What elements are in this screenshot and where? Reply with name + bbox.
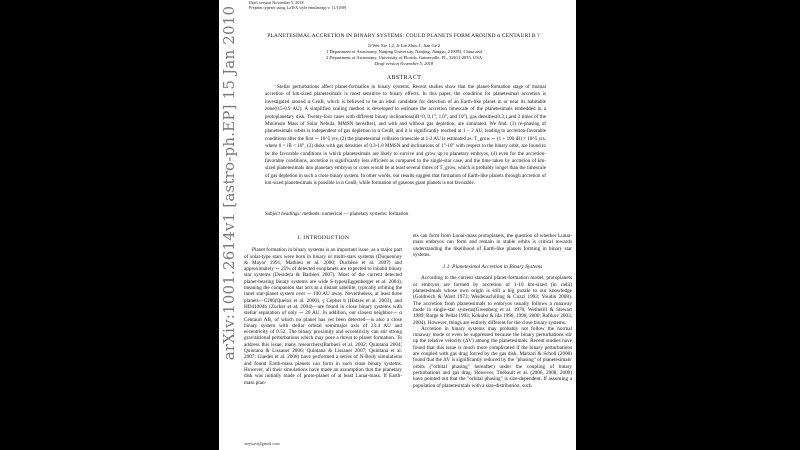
authors: Ji-Wei Xie 1,2, Ji-Lin Zhou 1, Jian Ge 2 — [367, 43, 441, 48]
subject-headings — [265, 211, 546, 218]
intro-paragraph: Planet formation in binary systems is an important issue, as a major part of solar-type stars were born in binary or multi-stars systems (Duquennoy & Mayor 1991; Mathieu et al. 2000; Duchêne et al. 2007) and approximately ∼ 25% of detected exoplanets are expected to inhabit binary star systems (Desidera & Barbieri 2007). Most of the current detected planet-bearing binary systems are wide S-types(Eggenberger et al. 2004), meaning the companion star acts as a distant satellite, typically orbiting the inner star-planet system over ∼ 100 AU away. Nevertheless, at least three planets—GJ86(Queloz et al. 2000), γ Cephei b (Hatzes et al. 2003), and HD41004b (Zucker et al. 2004)—are found in close binary systems with stellar separation of only ∼ 20 AU. In addition, our closest neighbor— α Centauri AB, of which no planet has yet been detected—is also a close binary system with stellar orbital semimajor axis of 23.4 AU and eccentricity of 0.52. The binary proximity and eccentricity can stir strong gravitational perturbations which may pose a threat to planet formation. To address this issue, many researchers(Barbieri et al. 2002; Quintana 2004; Quintana & Lissauer 2006; Quintana & Lissauer 2007; Quintana et al. 2007; Guedes et al. 2008) have performed a series of N-Body simulations and found Earth-mass planets can form in such close binary systems. However, all their simulations have made an assumption that the planetary disk was initially made of proto-planet of at least Lunar-mass. If Earth-mass plan- — [244, 247, 402, 386]
right-column — [413, 233, 572, 389]
subsection-heading: 1.1. Planetesimal Accretion in Binary Systems — [442, 264, 543, 271]
left-column — [244, 235, 402, 386]
affiliation-1: 1 Department of Astronomy, Nanjing University, Nanjing, Jiangsu, 210093, China and — [326, 49, 482, 54]
footnote-email: xiejwast@gmail.com — [244, 441, 280, 446]
abstract-heading: ABSTRACT — [386, 75, 422, 81]
subject-label: Subject headings: — [265, 211, 302, 217]
paper-page — [219, 0, 576, 450]
affiliation-2: 2 Department of Astronomy, University of Florida, Gainesville, FL, 32611-2055, USA — [326, 55, 482, 60]
draft-date: Draft version November 5, 2018 — [374, 61, 434, 66]
author-block — [239, 43, 569, 67]
paper-title: PLANETESIMAL ACCRETION IN BINARY SYSTEMS: COULD PLANETS FORM AROUND α CENTAURI B ? — [267, 33, 540, 39]
paragraph: According to the current standard planet-formation model, protoplanets or embryos are formed by accretion of 1-10 km-sized (in radii) planetesimals whose own origin is still a big puzzle to our knowledge (Goldreich & Ward 1973; Weidenschilling & Cuzzi 1993; Youdin 2008). The accretion from planetesimals to embryos usually follows a runaway mode in single-star systems(Greenberg et al. 1978; Wetherill & Stewart 1989; Barge & Pellat 1993; Kokubo & Ida 1996, 1998, 2000; Rafikov 2003, 2004). However, things are entirely different for the close binary systems. — [413, 275, 572, 326]
paragraph-continued: ets can form from Lunar-mass protoplanets, the question of whether Lunar-mass embryos can form and remain in stable orbits is critical towards understanding the likelihood of Earth-like planets forming in binary star systems. — [413, 233, 572, 258]
draft-line: Draft version November 5, 2018 — [249, 0, 304, 5]
arxiv-identifier: arXiv:1001.2614v1 [astro-ph.EP] 15 Jan 2010 — [220, 5, 238, 361]
arxiv-stamp — [218, 5, 240, 361]
paragraph: Accretion in binary systems may probably not follow the normal runaway mode or even be suppressed because the binary perturbations stir up the relative velocity (ΔV) among the planetesimals. Recent studies have found that this issue is much more complicated if the binary perturbations are coupled with gas drag forced by the gas disk. Marzari & Scholl (2000) found that the ΔV is significantly reduced by the "phasing" of planetesimals' orbits ("orbital phasing" hereafter) under the coupling of binary perturbations and gas drag. However, Thébault et al. (2006, 2008, 2009) have pointed out that the "orbital phasing" is size-dependent. If assuming a population of planetesimals with a size-distribution, such — [413, 325, 572, 389]
abstract-text: Stellar perturbations affect planet-formation in binary systems. Recent studies show that the planet-formation stage of mutual accretion of km-sized planetesimals is most sensitive to binary effects. In this paper, the condition for planetesimal accretion is investigated around α CenB, which is believed to be an ideal candidate for detection of an Earth-like planet in or near its habitable zone(0.5-0.9 AU). A simplified scaling method is developed to estimate the accretion timescale of the planetesimals embedded in a protoplanetary disk. Twenty-four cases with different binary inclinations(iB=0, 0.1°, 1.0°, and 10°), gas densities(0.3,1,and 3 times of the Minimum Mass of Solar Nebula, MMSN hereafter), and with and without gas depletion, are simulated. We find: (1) re-phasing of planetesimals orbits is independent of gas depletion in α CenB, and it is significantly reached at 1 − 2 AU, leading to accretion-favorable conditions after the first ∼ 10^5 yrs, (2) the planetesimal collision timescale at 1-2 AU is estimated as: T_grow ∼ (1 + 100 iB) × 10^5 yrs, where 0 < iB < 10°, (3) disks with gas densities of 0.3-1.0 MMSN and inclinations of 1°-10° with respect to the binary orbit, are found to be the favorable conditions in which planetesimals are likely to survive and grow up to planetary embryos, (4) even for the accretion-favorable conditions, accretion is significantly less efficient as compared to the single-star case, and the time taken by accretion of km-sized planetesimals into planetary embryos or cores would be at least several times of T_grow, which is probably longer than the timescale of gas depletion in such a close binary system. In other words, our results suggest that formation of Earth-like planets through accretion of km-sized planetesimals is possible in α CenB, while formation of gaseous giant planets is not favorable. — [265, 84, 546, 187]
section-heading-introduction: 1. INTRODUCTION — [296, 235, 350, 241]
page-header — [249, 0, 346, 10]
preprint-line: Preprint typeset using LaTeX style emulateapj v. 11/10/09 — [249, 5, 347, 10]
subject-text: methods: numerical — planetary systems: formation — [301, 211, 409, 217]
